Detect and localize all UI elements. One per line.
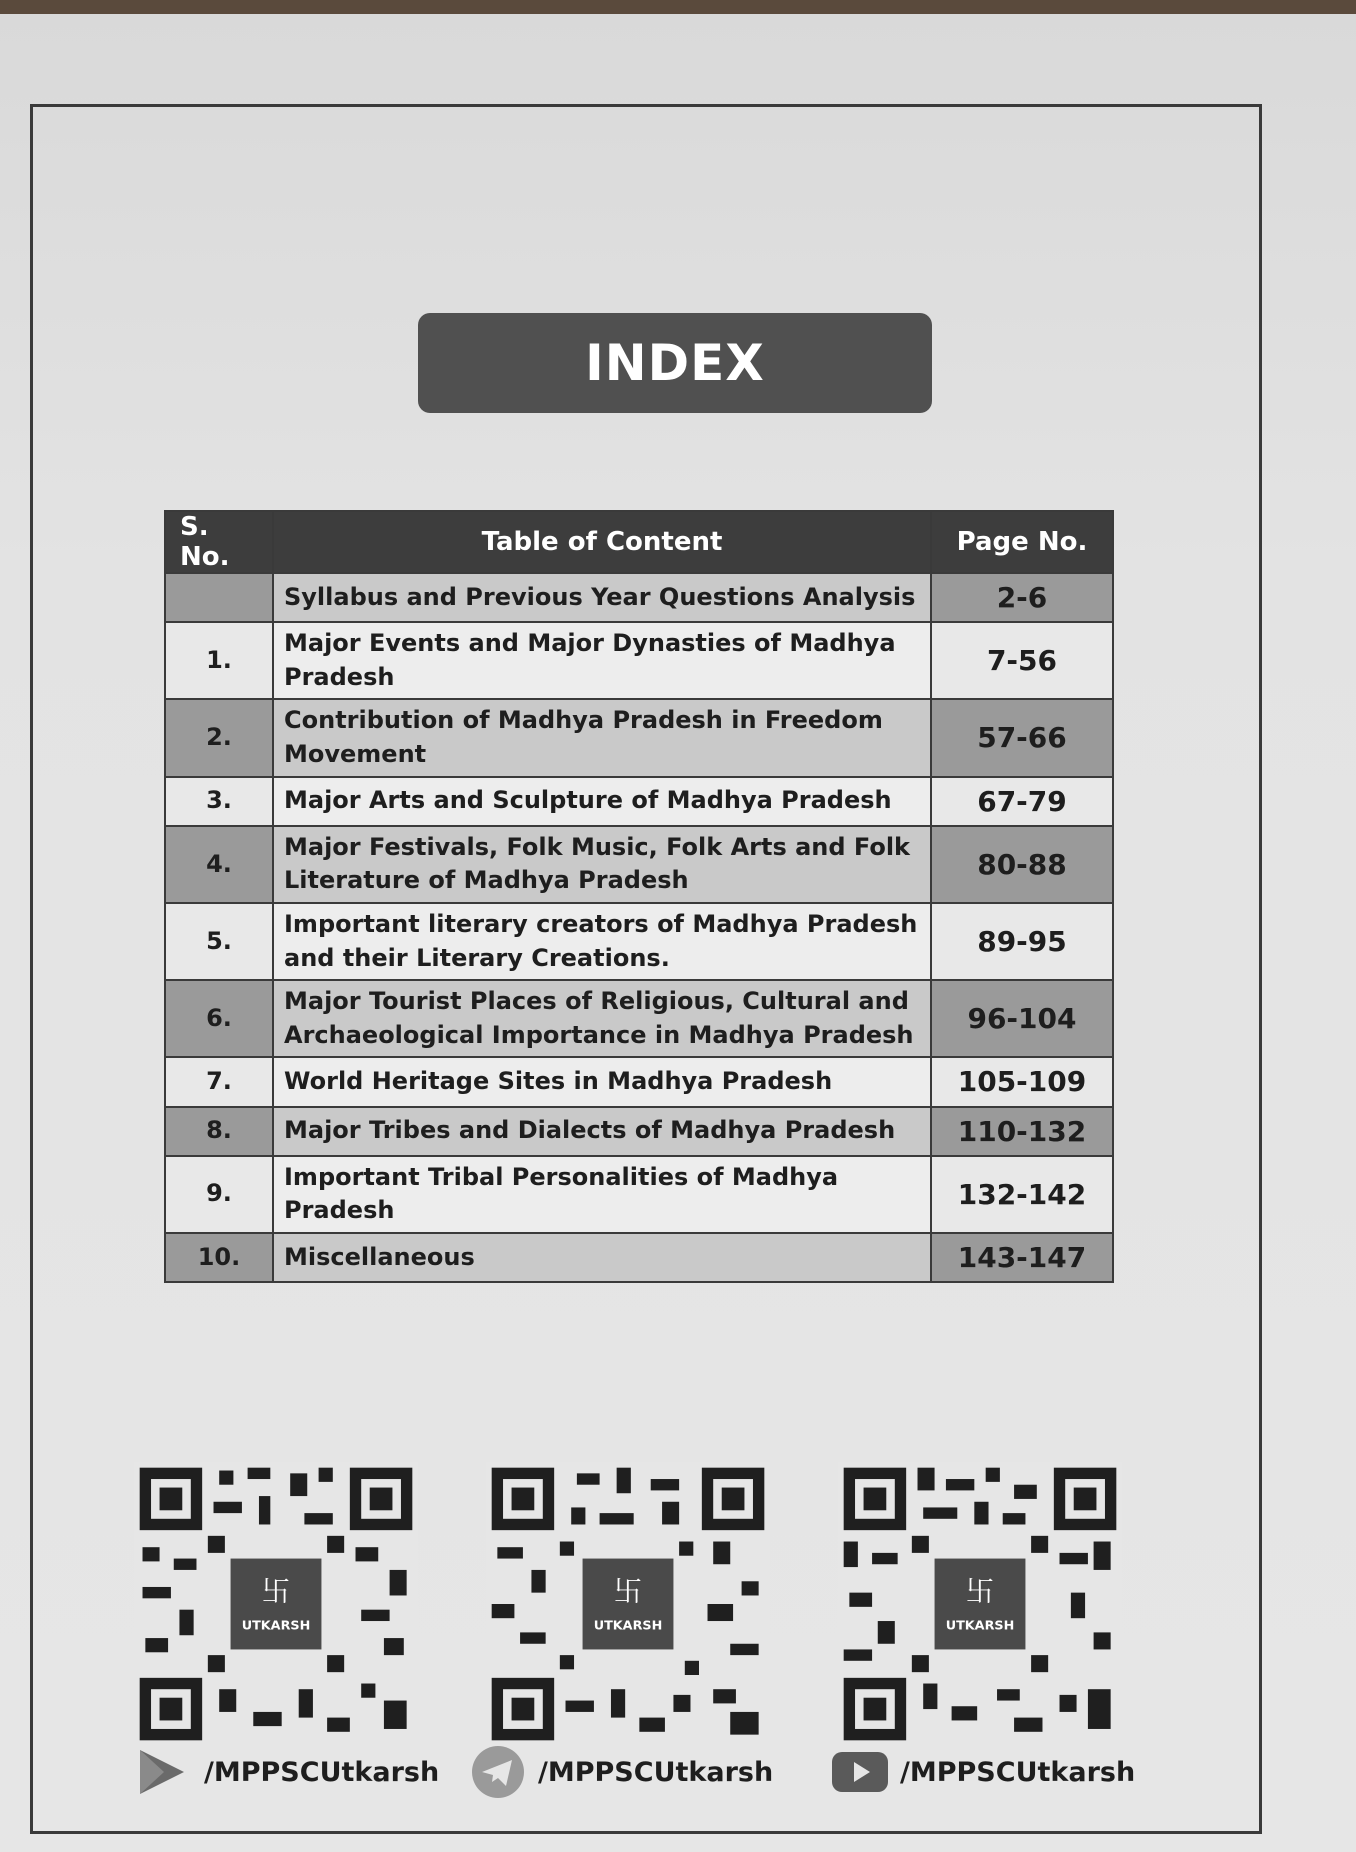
row-title: Contribution of Madhya Pradesh in Freedom Movement [273, 699, 931, 776]
row-title: Important Tribal Personalities of Madhya Pradesh [273, 1156, 931, 1233]
telegram-icon [468, 1744, 528, 1800]
qr-code-icon [836, 1462, 1124, 1746]
row-sno: 5. [165, 903, 273, 980]
telegram-link[interactable] [468, 1740, 773, 1804]
header-content: Table of Content [273, 511, 931, 573]
youtube-icon [830, 1744, 890, 1800]
header-sno: S. No. [165, 511, 273, 573]
play-store-handle: /MPPSCUtkarsh [204, 1756, 440, 1788]
svg-text:卐: 卐 [613, 1575, 643, 1609]
row-sno: 3. [165, 777, 273, 826]
table-header-row [165, 511, 1113, 573]
qr-code-icon [132, 1462, 420, 1746]
index-title-banner [418, 313, 932, 413]
row-page: 143-147 [931, 1233, 1113, 1282]
qr-code-youtube[interactable] [836, 1462, 1124, 1746]
row-page: 57-66 [931, 699, 1113, 776]
qr-logo-text: UTKARSH [241, 1618, 311, 1634]
row-page: 132-142 [931, 1156, 1113, 1233]
table-row [165, 1233, 1113, 1282]
qr-code-icon [484, 1462, 772, 1746]
row-title: Important literary creators of Madhya Pradesh and their Literary Creations. [273, 903, 931, 980]
qr-code-play-store[interactable] [132, 1462, 420, 1746]
row-title: Major Tribes and Dialects of Madhya Pradesh [273, 1107, 931, 1156]
youtube-link[interactable] [830, 1740, 1135, 1804]
table-row [165, 1107, 1113, 1156]
row-title: Syllabus and Previous Year Questions Analysis [273, 573, 931, 622]
row-title: Major Arts and Sculpture of Madhya Pradesh [273, 777, 931, 826]
row-sno: 8. [165, 1107, 273, 1156]
index-title: INDEX [585, 334, 765, 392]
row-page: 105-109 [931, 1057, 1113, 1106]
qr-logo-text: UTKARSH [945, 1618, 1015, 1634]
row-sno [165, 573, 273, 622]
table-row [165, 622, 1113, 699]
svg-text:卐: 卐 [965, 1575, 995, 1609]
qr-code-telegram[interactable] [484, 1462, 772, 1746]
row-page: 89-95 [931, 903, 1113, 980]
table-row [165, 1156, 1113, 1233]
row-page: 67-79 [931, 777, 1113, 826]
row-title: Major Festivals, Folk Music, Folk Arts and Folk Literature of Madhya Pradesh [273, 826, 931, 903]
row-page: 2-6 [931, 573, 1113, 622]
row-page: 110-132 [931, 1107, 1113, 1156]
row-sno: 4. [165, 826, 273, 903]
row-sno: 9. [165, 1156, 273, 1233]
row-sno: 1. [165, 622, 273, 699]
row-sno: 10. [165, 1233, 273, 1282]
youtube-handle: /MPPSCUtkarsh [900, 1756, 1136, 1788]
row-title: Major Events and Major Dynasties of Madhya Pradesh [273, 622, 931, 699]
play-store-icon [134, 1744, 194, 1800]
svg-text:卐: 卐 [261, 1575, 291, 1609]
row-page: 80-88 [931, 826, 1113, 903]
row-sno: 2. [165, 699, 273, 776]
table-row [165, 573, 1113, 622]
table-of-contents [164, 510, 1114, 1283]
table-row [165, 826, 1113, 903]
table-row [165, 699, 1113, 776]
table-row [165, 980, 1113, 1057]
row-title: Miscellaneous [273, 1233, 931, 1282]
table-row [165, 1057, 1113, 1106]
row-title: Major Tourist Places of Religious, Cultural and Archaeological Importance in Madhya Pradesh [273, 980, 931, 1057]
photo-background-strip [0, 0, 1356, 14]
telegram-handle: /MPPSCUtkarsh [538, 1756, 774, 1788]
row-sno: 6. [165, 980, 273, 1057]
row-title: World Heritage Sites in Madhya Pradesh [273, 1057, 931, 1106]
table-row [165, 777, 1113, 826]
header-page: Page No. [931, 511, 1113, 573]
play-store-link[interactable] [134, 1740, 439, 1804]
table-row [165, 903, 1113, 980]
row-page: 7-56 [931, 622, 1113, 699]
row-sno: 7. [165, 1057, 273, 1106]
qr-logo-text: UTKARSH [593, 1618, 663, 1634]
row-page: 96-104 [931, 980, 1113, 1057]
